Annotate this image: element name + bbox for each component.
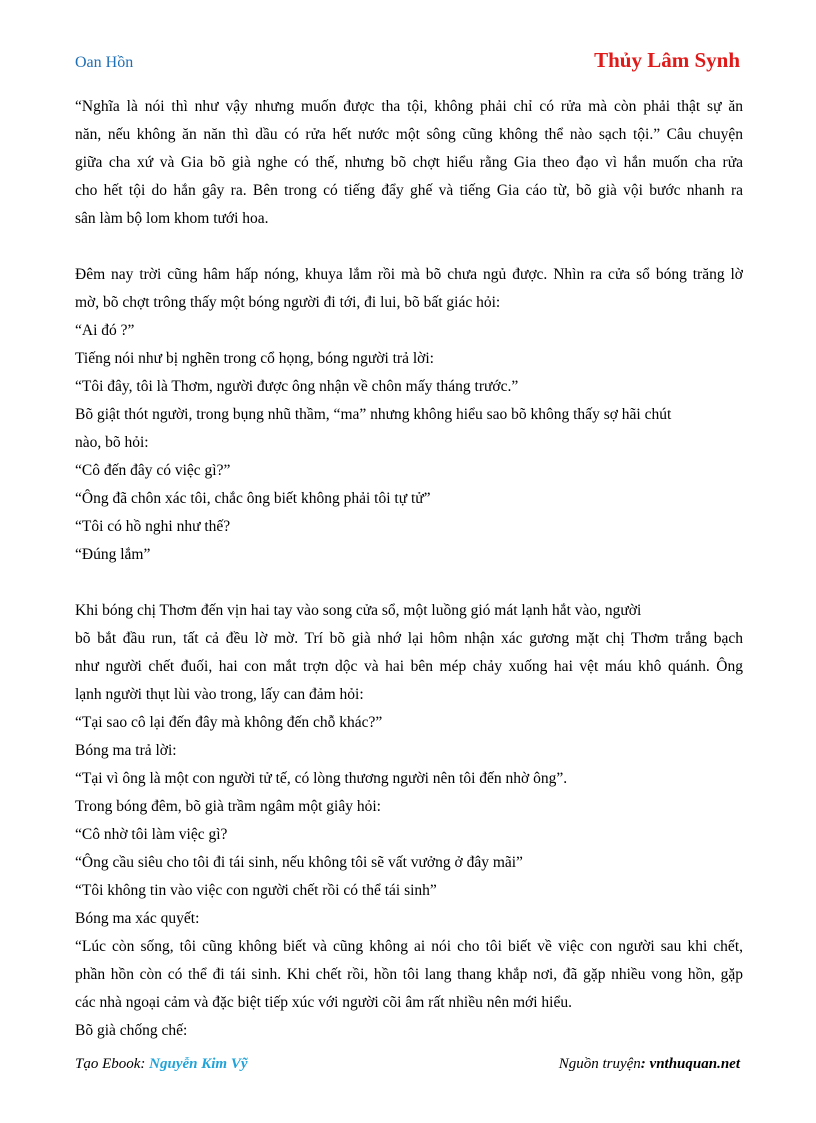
text-line: “Lúc còn sống, tôi cũng không biết và cũng không ai nói cho tôi biết về việc con người sau khi chết, xyxy=(75,938,743,955)
text-line: Bõ giật thót người, trong bụng nhũ thầm, “ma” nhưng không hiểu sao bõ không thấy sợ hãi chút xyxy=(75,406,672,423)
text-line: Khi bóng chị Thơm đến vịn hai tay vào song cửa sổ, một luồng gió mát lạnh hắt vào, người xyxy=(75,602,642,619)
paragraph-gap xyxy=(75,569,743,597)
text-line: “Ai đó ?” xyxy=(75,322,135,339)
text-line: “Tôi có hồ nghi như thế? xyxy=(75,518,231,535)
text-line: các nhà ngoại cảm và đặc biệt tiếp xúc với người cõi âm rất nhiều nên mới hiểu. xyxy=(75,994,572,1011)
ebook-credit-name: Nguyễn Kim Vỹ xyxy=(149,1056,248,1072)
text-line: Bóng ma trả lời: xyxy=(75,742,177,759)
text-line: “Tại vì ông là một con người tử tế, có lòng thương người nên tôi đến nhờ ông”. xyxy=(75,770,568,787)
text-line: năn, nếu không ăn năn thì dầu có rửa hết nước một sông cũng không thể nào sạch tội.” Câu chuyện xyxy=(75,126,743,143)
text-line: Bóng ma xác quyết: xyxy=(75,910,200,927)
text-line: Bõ già chống chế: xyxy=(75,1022,188,1039)
page-header xyxy=(75,48,740,78)
text-line: “Đúng lắm” xyxy=(75,546,151,563)
text-line: lạnh người thụt lùi vào trong, lấy can đảm hỏi: xyxy=(75,686,364,703)
text-line: cho hết tội do hắn gây ra. Bên trong có tiếng đẩy ghế và tiếng Gia cáo từ, bõ già vội bước nhanh ra xyxy=(75,182,743,199)
story-body xyxy=(75,93,743,1045)
source-credit-label: Nguồn truyện xyxy=(558,1056,641,1072)
text-line: “Nghĩa là nói thì như vậy nhưng muốn được tha tội, không phải chỉ có rửa mà còn phải thật sự ăn xyxy=(75,98,743,115)
source-credit: Nguồn truyện: vnthuquan.net xyxy=(558,1056,740,1072)
text-line: Trong bóng đêm, bõ già trầm ngâm một giây hỏi: xyxy=(75,798,381,815)
text-line: mờ, bõ chợt trông thấy một bóng người đi tới, đi lui, bõ bất giác hỏi: xyxy=(75,294,501,311)
paragraph xyxy=(75,597,743,1045)
source-site: vnthuquan.net xyxy=(649,1056,740,1072)
text-line: “Tại sao cô lại đến đây mà không đến chỗ khác?” xyxy=(75,714,383,731)
ebook-credit-label: Tạo Ebook xyxy=(75,1056,141,1072)
ebook-credit: Tạo Ebook: Nguyễn Kim Vỹ xyxy=(75,1056,248,1072)
book-title: Oan Hồn xyxy=(75,54,134,71)
text-line: như người chết đuối, hai con mắt trợn dộc và hai bên mép chảy xuống hai vệt máu khô quánh. Ông xyxy=(75,658,743,675)
text-line: “Cô đến đây có việc gì?” xyxy=(75,462,231,479)
paragraph xyxy=(75,93,743,233)
text-line: sân làm bộ lom khom tưới hoa. xyxy=(75,210,269,227)
text-line: Tiếng nói như bị nghẽn trong cổ họng, bóng người trả lời: xyxy=(75,350,434,367)
text-line: bõ bắt đầu run, tất cả đều lờ mờ. Trí bõ già nhớ lại hôm nhận xác gương mặt chị Thơm trắng bạch xyxy=(75,630,743,647)
text-line: “Ông đã chôn xác tôi, chắc ông biết không phải tôi tự tử” xyxy=(75,490,431,507)
text-line: “Tôi không tin vào việc con người chết rồi có thể tái sinh” xyxy=(75,882,437,899)
paragraph-gap xyxy=(75,233,743,261)
text-line: “Cô nhờ tôi làm việc gì? xyxy=(75,826,228,843)
book-author: Thủy Lâm Synh xyxy=(594,48,740,72)
text-line: “Tôi đây, tôi là Thơm, người được ông nhận về chôn mấy tháng trước.” xyxy=(75,378,519,395)
text-line: “Ông cầu siêu cho tôi đi tái sinh, nếu không tôi sẽ vất vưởng ở đây mãi” xyxy=(75,854,523,871)
paragraph xyxy=(75,261,743,569)
text-line: giữa cha xứ và Gia bõ già nghe có thế, nhưng bõ chợt hiểu rằng Gia theo đạo vì hắn muốn cha rửa xyxy=(75,154,743,171)
text-line: nào, bõ hỏi: xyxy=(75,434,149,451)
text-line: Đêm nay trời cũng hâm hấp nóng, khuya lắm rồi mà bõ chưa ngủ được. Nhìn ra cửa sổ bóng trăng lờ xyxy=(75,266,743,283)
text-line: phần hồn còn có thể đi tái sinh. Khi chết rồi, hồn tôi lang thang khắp nơi, đã gặp nhiều vong hồn, gặp xyxy=(75,966,743,983)
